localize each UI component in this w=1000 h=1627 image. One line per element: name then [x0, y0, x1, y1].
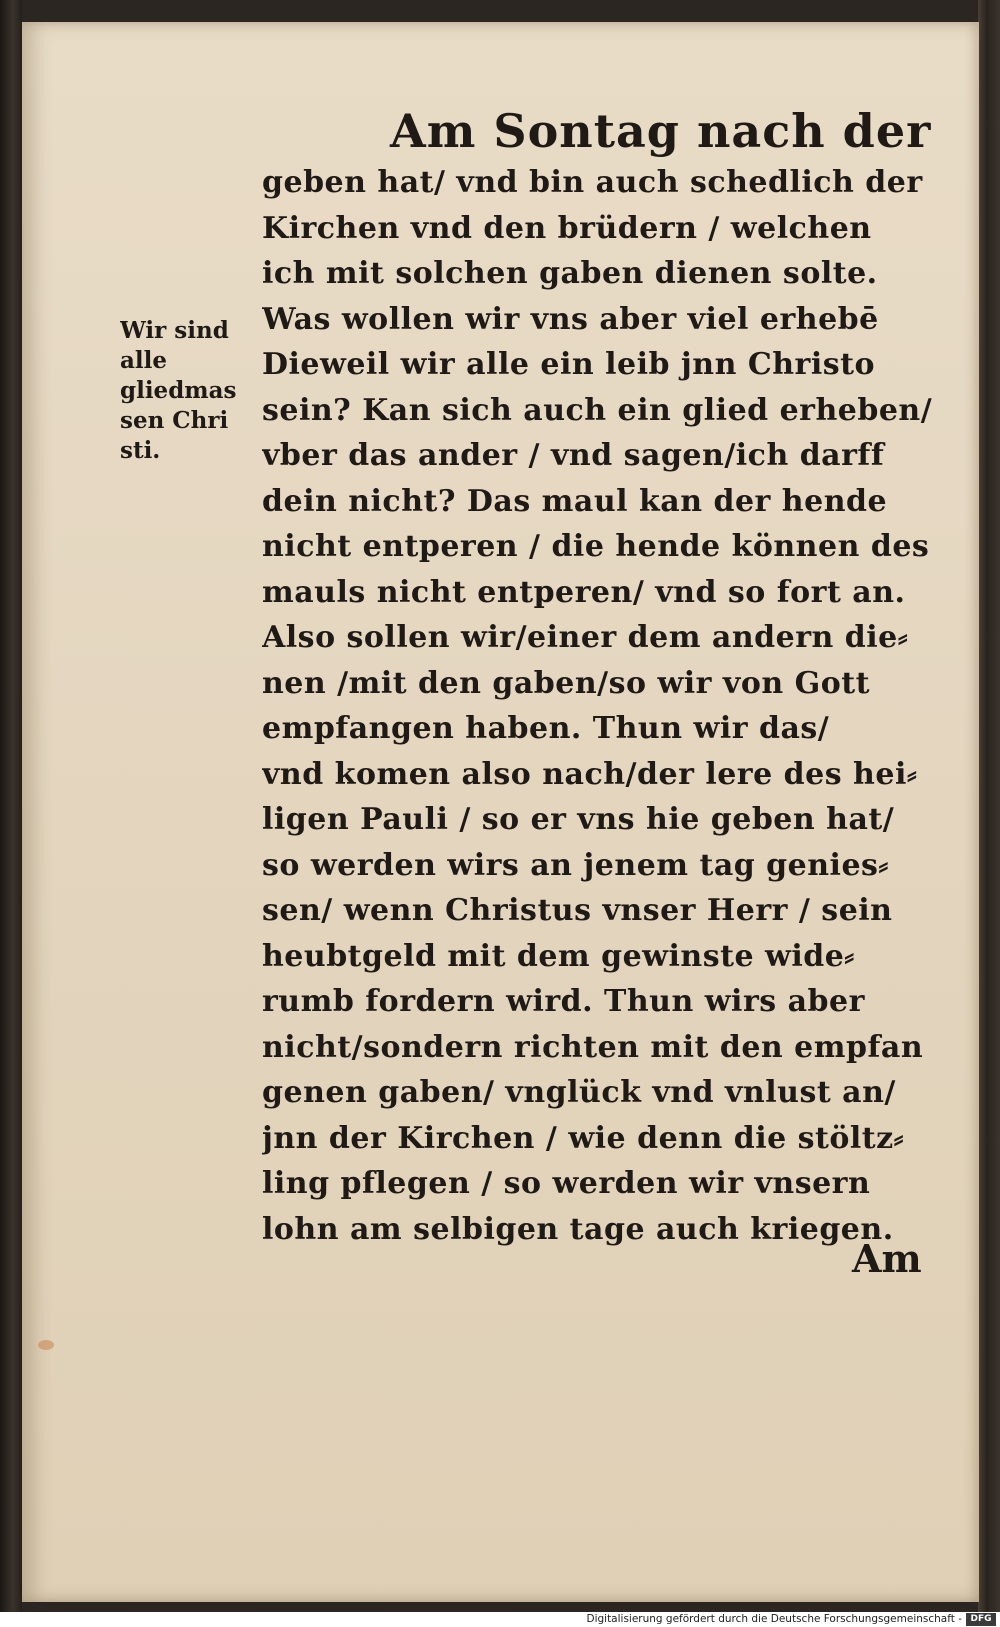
- text-line: ich mit solchen gaben dienen solte.: [262, 256, 878, 291]
- text-line: nicht entperen / die hende können des: [262, 529, 930, 564]
- text-line: lohn am selbigen tage auch kriegen.: [262, 1211, 894, 1247]
- paper-stain: [38, 1340, 54, 1350]
- running-head: Am Sontag nach der: [390, 104, 932, 158]
- margin-note-line: gliedmas: [120, 377, 237, 404]
- dfg-logo-icon: DFG: [966, 1613, 996, 1626]
- text-line: vnd komen also nach/der lere des hei⸗: [262, 756, 918, 792]
- funding-credit: Digitalisierung gefördert durch die Deutsche Forschungsgemeinschaft -: [586, 1613, 962, 1625]
- body-text: [262, 160, 942, 1252]
- text-line: ling pflegen / so werden wir vnsern: [262, 1166, 871, 1201]
- text-line: Kirchen vnd den brüdern / welchen: [262, 210, 872, 246]
- text-line: genen gaben/ vnglück vnd vnlust an/: [262, 1075, 896, 1110]
- margin-note: [120, 316, 270, 466]
- text-line: ligen Pauli / so er vns hie geben hat/: [262, 802, 895, 837]
- margin-note-line: Wir sind: [120, 317, 229, 344]
- margin-note-line: sen Chri: [120, 407, 229, 434]
- book-page: [22, 22, 979, 1602]
- text-line: sein? Kan sich auch ein glied erheben/: [262, 392, 933, 428]
- margin-note-line: sti.: [120, 437, 161, 464]
- text-line: nicht/sondern richten mit den empfan: [262, 1029, 924, 1065]
- text-line: rumb fordern wird. Thun wirs aber: [262, 984, 865, 1019]
- text-line: empfangen haben. Thun wir das/: [262, 711, 830, 746]
- text-line: geben hat/ vnd bin auch schedlich der: [262, 165, 923, 200]
- text-line: vber das ander / vnd sagen/ich darff: [262, 438, 885, 473]
- text-line: jnn der Kirchen / wie denn die stöltz⸗: [262, 1120, 905, 1156]
- text-line: mauls nicht entperen/ vnd so fort an.: [262, 574, 906, 610]
- margin-note-line: alle: [120, 347, 168, 374]
- text-line: sen/ wenn Christus vnser Herr / sein: [262, 893, 893, 928]
- text-line: heubtgeld mit dem gewinste wide⸗: [262, 938, 855, 974]
- text-line: so werden wirs an jenem tag genies⸗: [262, 847, 889, 883]
- footer-bar: [0, 1612, 1000, 1627]
- text-line: nen /mit den gaben/so wir von Gott: [262, 665, 870, 701]
- text-line: dein nicht? Das maul kan der hende: [262, 483, 888, 519]
- catchword: Am: [852, 1236, 922, 1281]
- text-line: Dieweil wir alle ein leib jnn Christo: [262, 347, 875, 382]
- text-line: Was wollen wir vns aber viel erhebē: [262, 301, 879, 337]
- book-spine: [0, 0, 22, 1612]
- text-line: Also sollen wir/einer dem andern die⸗: [262, 620, 909, 655]
- page-edge: [978, 0, 1000, 1612]
